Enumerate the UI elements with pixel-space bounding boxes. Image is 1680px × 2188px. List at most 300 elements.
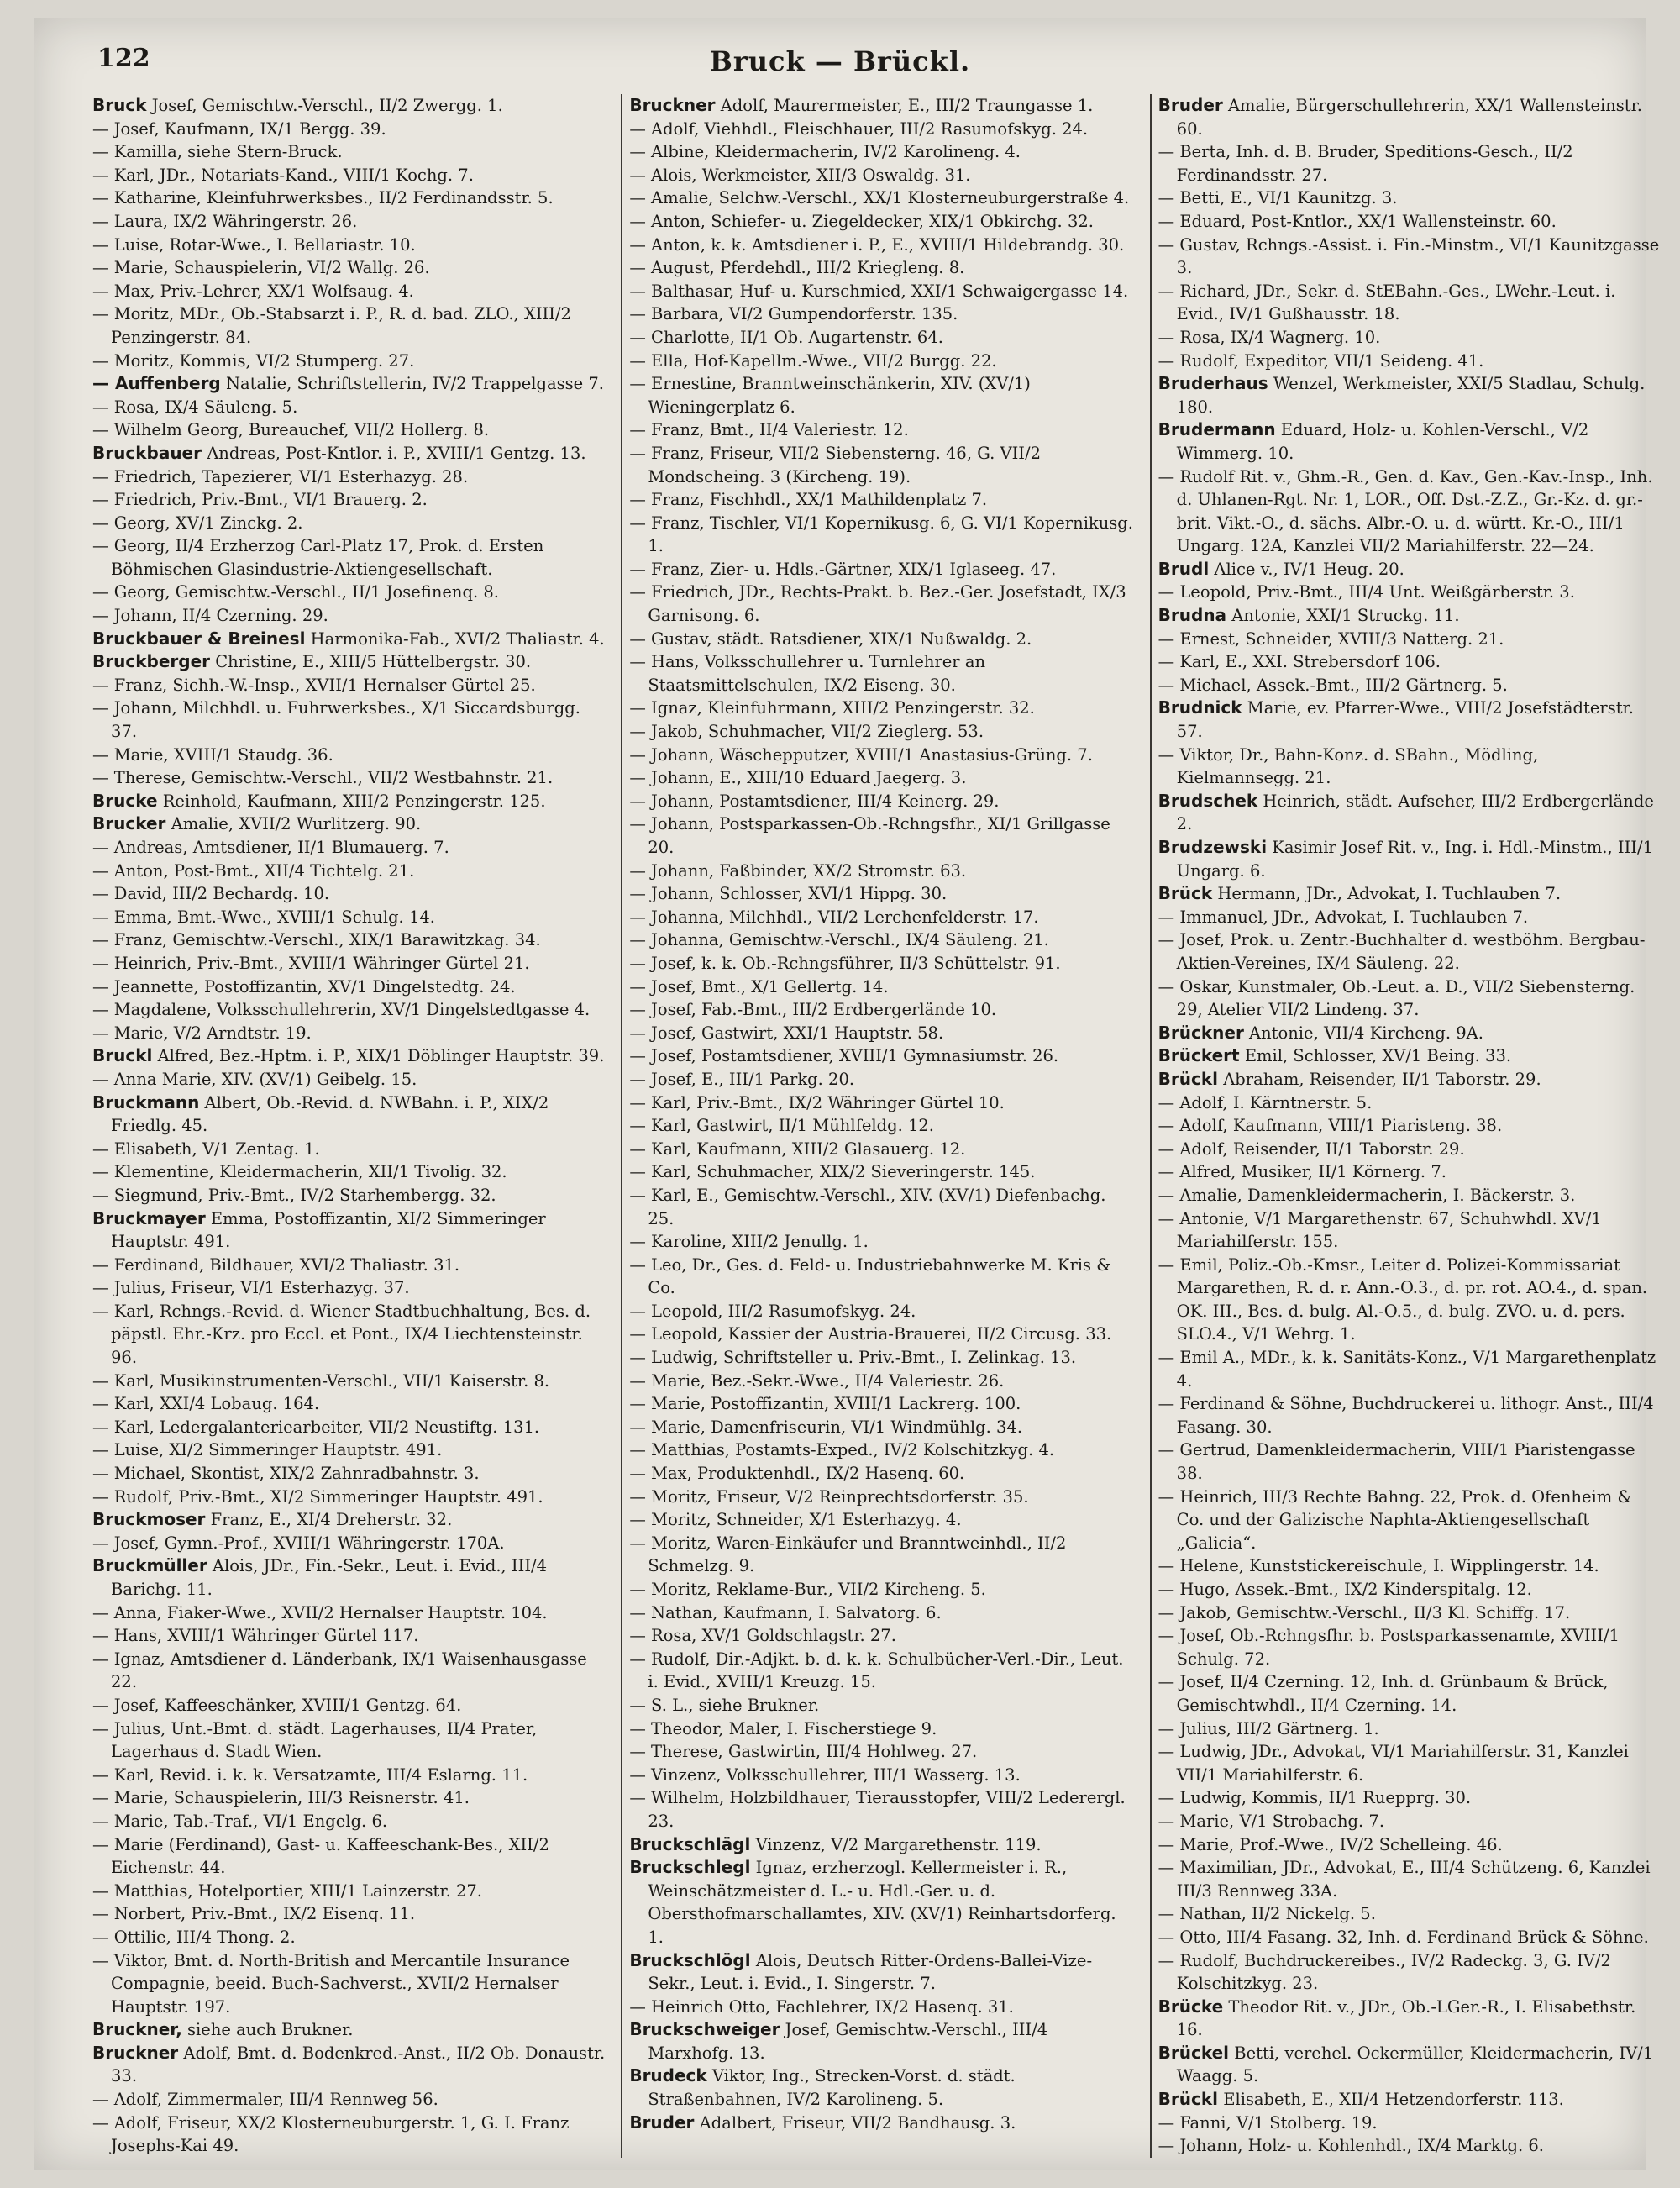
directory-entry — [92, 952, 606, 976]
entry-text: — Johann, Milchhdl. u. Fuhrwerksbes., X/1 Siccardsburgg. 37. — [92, 698, 580, 742]
entry-text: — Nathan, II/2 Nickelg. 5. — [1158, 1904, 1376, 1924]
entry-text: — S. L., siehe Brukner. — [629, 1695, 820, 1715]
entry-text: — Karl, E., Gemischtw.-Verschl., XIV. (XV/1) Diefenbachg. 25. — [629, 1185, 1106, 1228]
directory-entry — [92, 697, 606, 743]
entry-text: — Maximilian, JDr., Advokat, E., III/4 Schützeng. 6, Kanzlei III/3 Rennweg 33A. — [1158, 1858, 1651, 1901]
entry-surname: Bruckner, — [92, 2019, 182, 2040]
directory-entry — [92, 140, 606, 164]
directory-entry — [92, 1392, 606, 1416]
directory-entry — [1158, 1902, 1663, 1926]
entry-text: — Marie, Damenfriseurin, VI/1 Windmühlg. 34. — [629, 1417, 1023, 1437]
entry-text: Andreas, Post-Kntlor. i. P., XVIII/1 Gentzg. 13. — [207, 443, 586, 463]
entry-text: — Betti, E., VI/1 Kaunitzg. 3. — [1158, 188, 1398, 208]
entry-text: — Marie, Schauspielerin, III/3 Reisnerstr. 41. — [92, 1788, 470, 1808]
entry-surname: Bruckberger — [92, 651, 210, 672]
entry-text: — Alois, Werkmeister, XII/3 Oswaldg. 31. — [629, 165, 971, 185]
directory-entry — [92, 1624, 606, 1648]
entry-text: — Georg, Gemischtw.-Verschl., II/1 Josefinenq. 8. — [92, 582, 499, 602]
entry-text: — Norbert, Priv.-Bmt., IX/2 Eisenq. 11. — [92, 1904, 416, 1924]
entry-text: — Moritz, Reklame-Bur., VII/2 Kircheng. 5. — [629, 1580, 986, 1599]
entry-text: — Therese, Gastwirtin, III/4 Hohlweg. 27. — [629, 1742, 978, 1762]
directory-entry — [629, 976, 1134, 999]
directory-entry — [92, 418, 606, 442]
entry-text: — Emil, Poliz.-Ob.-Kmsr., Leiter d. Polizei-Kommissariat Margarethen, R. d. r. Ann.-O.3., d. pr. rot. AO.4., d. span. OK. III., Bes. d. bulg. Al.-O.5., d. bulg. ZVO. u. d. pers. SLO.4., V/1 Wehrg. 1. — [1158, 1254, 1648, 1344]
directory-entry — [629, 790, 1134, 813]
entry-surname: Bruder — [629, 2112, 695, 2133]
entry-text: — Rosa, IX/4 Säuleng. 5. — [92, 397, 298, 417]
directory-entry — [1158, 906, 1663, 929]
directory-entry — [1158, 326, 1663, 350]
entry-text: — Marie, XVIII/1 Staudg. 36. — [92, 744, 333, 765]
directory-entry — [629, 1138, 1134, 1161]
entry-text: Elisabeth, E., XII/4 Hetzendorferstr. 113. — [1223, 2090, 1564, 2110]
directory-entry — [629, 1486, 1134, 1509]
entry-surname: Brückl — [1158, 2089, 1219, 2110]
entry-text: — Josef, Gymn.-Prof., XVIII/1 Währingerstr. 170A. — [92, 1533, 505, 1553]
entry-text: — Anna Marie, XIV. (XV/1) Geibelg. 15. — [92, 1069, 417, 1089]
directory-entry — [92, 442, 606, 465]
directory-entry — [629, 234, 1134, 257]
entry-text: Antonie, VII/4 Kircheng. 9A. — [1249, 1023, 1483, 1043]
column-2 — [621, 94, 1134, 2158]
entry-surname: Bruderhaus — [1158, 373, 1268, 394]
entry-text: Alois, JDr., Fin.-Sekr., Leut. i. Evid., III/4 Barichg. 11. — [111, 1556, 548, 1599]
entry-text: — Matthias, Hotelportier, XIII/1 Lainzerstr. 27. — [92, 1880, 482, 1901]
directory-entry — [1158, 790, 1663, 836]
entry-text: — Marie, Postoffizantin, XVIII/1 Lackrerg. 100. — [629, 1394, 1021, 1414]
entry-text: — Ignaz, Amtsdiener d. Länderbank, IX/1 Waisenhausgasse 22. — [92, 1649, 587, 1692]
entry-text: — Gustav, städt. Ratsdiener, XIX/1 Nußwaldg. 2. — [629, 629, 1032, 649]
page-number: 122 — [97, 44, 150, 73]
directory-entry — [92, 2018, 606, 2042]
directory-entry — [92, 882, 606, 906]
entry-text: — Georg, XV/1 Zinckg. 2. — [92, 513, 303, 533]
entry-text: — Rosa, IX/4 Wagnerg. 10. — [1158, 327, 1381, 347]
directory-entry — [1158, 1068, 1663, 1091]
entry-surname: Brudeck — [629, 2065, 707, 2086]
entry-text: — Anton, Post-Bmt., XII/4 Tichtelg. 21. — [92, 860, 415, 881]
directory-entry — [92, 234, 606, 257]
entry-text: — Johann, Faßbinder, XX/2 Stromstr. 63. — [629, 860, 967, 881]
directory-entry — [1158, 1044, 1663, 1068]
directory-entry — [1158, 1392, 1663, 1439]
directory-entry — [1158, 581, 1663, 604]
entry-text: — Anton, Schiefer- u. Ziegeldecker, XIX/1 Obkirchg. 32. — [629, 211, 1094, 231]
directory-entry — [1158, 234, 1663, 280]
directory-entry — [1158, 1670, 1663, 1717]
entry-text: — Leopold, III/2 Rasumofskyg. 24. — [629, 1301, 916, 1321]
entry-text: — Josef, II/4 Czerning. 12, Inh. d. Grünbaum & Brück, Gemischtwhdl., II/4 Czerning. 14. — [1158, 1672, 1609, 1715]
entry-text: — Ferdinand, Bildhauer, XVI/2 Thaliastr. 31. — [92, 1254, 460, 1275]
directory-entry — [629, 1416, 1134, 1439]
directory-entry — [629, 1740, 1134, 1764]
entry-surname: Bruckmayer — [92, 1207, 206, 1228]
entry-text: Emma, Postoffizantin, XI/2 Simmeringer Hauptstr. 491. — [111, 1208, 546, 1252]
entry-text: — Heinrich, III/3 Rechte Bahng. 22, Prok. d. Ofenheim & Co. und der Galizische Naphta-Aktiengesellschaft „Galicia“. — [1158, 1486, 1632, 1553]
directory-page — [34, 18, 1660, 2170]
directory-entry — [92, 1044, 606, 1068]
directory-entry — [1158, 650, 1663, 674]
directory-entry — [629, 302, 1134, 326]
directory-entry — [1158, 697, 1663, 743]
directory-entry — [629, 1323, 1134, 1346]
directory-entry — [1158, 1786, 1663, 1810]
directory-entry — [92, 1648, 606, 1694]
directory-entry — [92, 581, 606, 604]
entry-text: — Max, Priv.-Lehrer, XX/1 Wolfsaug. 4. — [92, 281, 414, 301]
directory-entry — [92, 976, 606, 999]
entry-text: — Marie, Bez.-Sekr.-Wwe., II/4 Valeriestr. 26. — [629, 1370, 1005, 1391]
directory-entry — [92, 1532, 606, 1555]
directory-entry — [629, 280, 1134, 303]
directory-entry — [629, 2112, 1134, 2135]
directory-entry — [1158, 1717, 1663, 1741]
directory-entry — [1158, 1624, 1663, 1670]
directory-entry — [629, 1300, 1134, 1323]
entry-text: — Karl, Schuhmacher, XIX/2 Sieveringerstr. 145. — [629, 1162, 1036, 1182]
entry-text: — Viktor, Dr., Bahn-Konz. d. SBahn., Mödling, Kielmannsegg. 21. — [1158, 744, 1539, 788]
entry-text: — Immanuel, JDr., Advokat, I. Tuchlauben 7. — [1158, 907, 1529, 927]
directory-entry — [629, 998, 1134, 1022]
entry-text: Viktor, Ing., Strecken-Vorst. d. städt. Straßenbahnen, IV/2 Karolineng. 5. — [648, 2066, 1016, 2110]
entry-surname: Brück — [1158, 883, 1213, 904]
directory-entry — [1158, 210, 1663, 234]
entry-text: — Hugo, Assek.-Bmt., IX/2 Kinderspitalg. 12. — [1158, 1580, 1532, 1599]
directory-entry — [629, 1439, 1134, 1462]
directory-entry — [1158, 1833, 1663, 1857]
directory-entry — [92, 256, 606, 280]
entry-text: — Oskar, Kunstmaler, Ob.-Leut. a. D., VII/2 Siebensterng. 29, Atelier VII/2 Lindeng. 37. — [1158, 976, 1635, 1020]
directory-entry — [1158, 1949, 1663, 1996]
entry-text: siehe auch Brukner. — [187, 2020, 354, 2040]
directory-entry — [629, 442, 1134, 488]
entry-surname: Brucke — [92, 790, 158, 811]
directory-entry — [92, 2112, 606, 2158]
entry-text: — Adolf, Friseur, XX/2 Klosterneuburgerstr. 1, G. I. Franz Josephs-Kai 49. — [92, 2112, 570, 2156]
entry-text: — Helene, Kunststickereischule, I. Wipplingerstr. 14. — [1158, 1556, 1599, 1576]
entry-text: — Marie, Prof.-Wwe., IV/2 Schelleing. 46. — [1158, 1834, 1503, 1854]
directory-entry — [629, 860, 1134, 883]
entry-text: Alice v., IV/1 Heug. 20. — [1214, 559, 1404, 579]
directory-entry — [1158, 465, 1663, 558]
entry-text: — Max, Produktenhdl., IX/2 Hasenq. 60. — [629, 1464, 965, 1484]
entry-text: — Andreas, Amtsdiener, II/1 Blumauerg. 7. — [92, 838, 449, 857]
directory-entry — [1158, 1022, 1663, 1045]
entry-text: — Josef, Prok. u. Zentr.-Buchhalter d. westböhm. Bergbau-Aktien-Vereines, IX/4 Säuleng. 22. — [1158, 930, 1646, 973]
directory-entry — [629, 1392, 1134, 1416]
directory-entry — [1158, 1554, 1663, 1578]
directory-entry — [629, 256, 1134, 280]
entry-surname: Bruckschlegl — [629, 1857, 751, 1878]
directory-entry — [92, 998, 606, 1022]
directory-entry — [1158, 1810, 1663, 1833]
directory-entry — [629, 697, 1134, 720]
entry-text: — Karl, Revid. i. k. k. Versatzamte, III/4 Eslarng. 11. — [92, 1765, 528, 1785]
directory-entry — [92, 650, 606, 674]
directory-entry — [629, 512, 1134, 558]
entry-surname: Bruckschlägl — [629, 1833, 751, 1854]
directory-entry — [92, 1254, 606, 1277]
directory-entry — [629, 1949, 1134, 1996]
directory-entry — [92, 280, 606, 303]
entry-surname: Brucker — [92, 813, 166, 834]
entry-text: — Hans, Volksschullehrer u. Turnlehrer an Staatsmittelschulen, IX/2 Eiseng. 30. — [629, 652, 986, 695]
entry-text: — Josef, Ob.-Rchngsfhr. b. Postsparkassenamte, XVIII/1 Schulg. 72. — [1158, 1626, 1620, 1669]
entry-text: — Ottilie, III/4 Thong. 2. — [92, 1927, 296, 1947]
directory-entry — [92, 1833, 606, 1880]
directory-entry — [629, 766, 1134, 790]
entry-text: — Johann, II/4 Czerning. 29. — [92, 606, 328, 626]
directory-entry — [629, 1254, 1134, 1300]
entry-text: — Johann, Postsparkassen-Ob.-Rchngsfhr., XI/1 Grillgasse 20. — [629, 814, 1110, 857]
entry-text: — Jeannette, Postoffizantin, XV/1 Dingelstedtg. 24. — [92, 976, 516, 997]
entry-text: — Amalie, Damenkleidermacherin, I. Bäckerstr. 3. — [1158, 1185, 1576, 1205]
directory-entry — [1158, 2112, 1663, 2135]
directory-entry — [1158, 1346, 1663, 1392]
entry-text: — Laura, IX/2 Währingerstr. 26. — [92, 211, 358, 231]
entry-text: Amalie, Bürgerschullehrerin, XX/1 Wallensteinstr. 60. — [1176, 96, 1642, 139]
directory-entry — [1158, 1996, 1663, 2042]
entry-text: — Charlotte, II/1 Ob. Augartenstr. 64. — [629, 327, 943, 347]
directory-entry — [629, 558, 1134, 581]
directory-entry — [1158, 1184, 1663, 1207]
entry-text: — Franz, Friseur, VII/2 Siebensterng. 46, G. VII/2 Mondscheing. 3 (Kircheng. 19). — [629, 443, 1041, 487]
directory-entry — [1158, 94, 1663, 140]
entry-surname: Bruckbauer & Breinesl — [92, 628, 306, 649]
entry-surname: Bruckner — [92, 2042, 179, 2063]
directory-entry — [92, 1091, 606, 1138]
directory-entry — [1158, 628, 1663, 651]
entry-text: Kasimir Josef Rit. v., Ing. i. Hdl.-Minstm., III/1 Ungarg. 6. — [1176, 838, 1653, 881]
entry-text: Hermann, JDr., Advokat, I. Tuchlauben 7. — [1217, 884, 1562, 904]
directory-entry — [92, 1602, 606, 1625]
directory-entry — [1158, 1578, 1663, 1602]
entry-text: — Johann, Schlosser, XVI/1 Hippg. 30. — [629, 884, 948, 904]
entry-surname: Brudermann — [1158, 419, 1276, 440]
entry-text: — Franz, Sichh.-W.-Insp., XVII/1 Hernalser Gürtel 25. — [92, 675, 536, 695]
directory-entry — [92, 1300, 606, 1370]
directory-entry — [1158, 1926, 1663, 1949]
directory-entry — [1158, 1091, 1663, 1115]
entry-text: Adalbert, Friseur, VII/2 Bandhausg. 3. — [699, 2112, 1016, 2133]
entry-text: — Josef, Gastwirt, XXI/1 Hauptstr. 58. — [629, 1023, 944, 1043]
directory-entry — [92, 187, 606, 210]
entry-text: — Moritz, Waren-Einkäufer und Branntweinhdl., II/2 Schmelzg. 9. — [629, 1533, 1067, 1576]
entry-text: — Matthias, Postamts-Exped., IV/2 Kolschitzkyg. 4. — [629, 1440, 1055, 1460]
directory-entry — [92, 164, 606, 187]
entry-text: — Luise, Rotar-Wwe., I. Bellariastr. 10. — [92, 234, 416, 255]
directory-entry — [629, 140, 1134, 164]
directory-entry — [1158, 1439, 1663, 1485]
entry-text: — Gertrud, Damenkleidermacherin, VIII/1 Piaristengasse 38. — [1158, 1440, 1635, 1484]
directory-entry — [92, 813, 606, 836]
directory-entry — [629, 813, 1134, 859]
directory-entry — [92, 928, 606, 952]
entry-text: — Barbara, VI/2 Gumpendorferstr. 135. — [629, 304, 958, 324]
directory-entry — [92, 1022, 606, 1045]
directory-entry — [92, 604, 606, 628]
directory-entry — [92, 1764, 606, 1787]
entry-text: — Johann, E., XIII/10 Eduard Jaegerg. 3. — [629, 768, 967, 788]
entry-text: — Josef, k. k. Ob.-Rchngsführer, II/3 Schüttelstr. 91. — [629, 953, 1061, 973]
entry-text: — Richard, JDr., Sekr. d. StEBahn.-Ges., LWehr.-Leut. i. Evid., IV/1 Gußhausstr. 18. — [1158, 281, 1616, 324]
entry-text: — Marie, V/2 Arndtstr. 19. — [92, 1023, 312, 1043]
entry-text: — Siegmund, Priv.-Bmt., IV/2 Starhembergg. 32. — [92, 1185, 496, 1205]
entry-text: — Friedrich, Tapezierer, VI/1 Esterhazyg. 28. — [92, 466, 469, 487]
entry-text: — Eduard, Post-Kntlor., XX/1 Wallensteinstr. 60. — [1158, 211, 1557, 231]
directory-entry — [1158, 2134, 1663, 2158]
directory-entry — [1158, 604, 1663, 628]
entry-surname: Brückner — [1158, 1022, 1244, 1043]
entry-text: — Karl, Kaufmann, XIII/2 Glasauerg. 12. — [629, 1139, 966, 1159]
entry-text: — Anna, Fiaker-Wwe., XVII/2 Hernalser Hauptstr. 104. — [92, 1602, 548, 1623]
entry-text: — Franz, Bmt., II/4 Valeriestr. 12. — [629, 420, 909, 440]
entry-text: — Rudolf, Priv.-Bmt., XI/2 Simmeringer Hauptstr. 491. — [92, 1486, 543, 1507]
entry-text: — Franz, Zier- u. Hdls.-Gärtner, XIX/1 Iglaseeg. 47. — [629, 559, 1057, 579]
directory-entry — [92, 1880, 606, 1903]
directory-entry — [92, 1439, 606, 1462]
entry-text: — Julius, Unt.-Bmt. d. städt. Lagerhauses, II/4 Prater, Lagerhaus d. Stadt Wien. — [92, 1718, 538, 1762]
entry-text: — Viktor, Bmt. d. North-British and Mercantile Insurance Compagnie, beeid. Buch-Sachverst., XVII/2 Hernalser Hauptstr. 197. — [92, 1950, 570, 2017]
entry-text: Harmonika-Fab., XVI/2 Thaliastr. 4. — [310, 629, 605, 649]
entry-surname: Bruckbauer — [92, 442, 202, 463]
entry-text: — Rudolf Rit. v., Ghm.-R., Gen. d. Kav., Gen.-Kav.-Insp., Inh. d. Uhlanen-Rgt. Nr. 1, LOR., Off. Dst.-Z.Z., Gr.-Kz. d. gr.-brit. Vikt.-O., d. sächs. Albr.-O. u. d. württ. Kr.-O., III/1 Ungarg. 12A, Kanzlei VII/2 Mariahilferstr. 22—24. — [1158, 466, 1653, 556]
directory-entry — [629, 2064, 1134, 2111]
directory-entry — [92, 1207, 606, 1254]
entry-text: — Luise, XI/2 Simmeringer Hauptstr. 491. — [92, 1440, 443, 1460]
entry-text: — Theodor, Maler, I. Fischerstiege 9. — [629, 1718, 937, 1738]
directory-entry — [629, 928, 1134, 952]
entry-text: — Georg, II/4 Erzherzog Carl-Platz 17, Prok. d. Ersten Böhmischen Glasindustrie-Aktiengesellschaft. — [92, 536, 544, 579]
directory-entry — [1158, 1207, 1663, 1254]
entry-text: — Johanna, Milchhdl., VII/2 Lerchenfelderstr. 17. — [629, 907, 1039, 927]
directory-entry — [629, 1508, 1134, 1532]
entry-text: — Otto, III/4 Fasang. 32, Inh. d. Ferdinand Brück & Söhne. — [1158, 1927, 1649, 1947]
directory-entry — [92, 2088, 606, 2112]
entry-text: — Moritz, Kommis, VI/2 Stumperg. 27. — [92, 350, 415, 371]
entry-surname: Bruck — [92, 95, 147, 115]
entry-text: — Rosa, XV/1 Goldschlagstr. 27. — [629, 1626, 896, 1646]
entry-text: — David, III/2 Bechardg. 10. — [92, 884, 330, 904]
entry-text: — Ludwig, Schriftsteller u. Priv.-Bmt., I. Zelinkag. 13. — [629, 1348, 1077, 1368]
directory-entry — [629, 1370, 1134, 1393]
directory-entry — [629, 1764, 1134, 1787]
entry-surname: Bruckl — [92, 1045, 153, 1066]
entry-surname: Brückert — [1158, 1045, 1240, 1066]
directory-entry — [92, 1486, 606, 1509]
directory-entry — [92, 790, 606, 813]
entry-text: — Josef, Kaufmann, IX/1 Bergg. 39. — [92, 118, 386, 139]
entry-text: — Rudolf, Expeditor, VII/1 Seideng. 41. — [1158, 350, 1484, 371]
entry-surname: Bruckmoser — [92, 1509, 206, 1530]
directory-entry — [629, 1602, 1134, 1625]
directory-entry — [92, 906, 606, 929]
entry-text: — Jakob, Gemischtw.-Verschl., II/3 Kl. Schiffg. 17. — [1158, 1602, 1571, 1623]
directory-entry — [92, 1462, 606, 1486]
entry-text: — Albine, Kleidermacherin, IV/2 Karolineng. 4. — [629, 142, 1021, 162]
directory-entry — [92, 1694, 606, 1717]
directory-entry — [92, 1554, 606, 1601]
directory-entry — [629, 94, 1134, 118]
entry-surname: Brückel — [1158, 2042, 1230, 2063]
directory-entry — [92, 860, 606, 883]
directory-entry — [1158, 674, 1663, 697]
entry-text: — Friedrich, Priv.-Bmt., VI/1 Brauerg. 2. — [92, 490, 428, 510]
directory-entry — [1158, 2088, 1663, 2112]
directory-entry — [92, 350, 606, 373]
directory-entry — [92, 1160, 606, 1184]
entry-text: Josef, Gemischtw.-Verschl., III/4 Marxhofg. 13. — [648, 2020, 1048, 2063]
directory-entry — [629, 628, 1134, 651]
entry-text: Betti, verehel. Ockermüller, Kleidermacherin, IV/1 Waagg. 5. — [1176, 2043, 1654, 2086]
entry-text: — Julius, Friseur, VI/1 Esterhazyg. 37. — [92, 1278, 410, 1298]
entry-text: — Franz, Tischler, VI/1 Kopernikusg. 6, G. VI/1 Kopernikusg. 1. — [629, 513, 1133, 556]
entry-text: — Ernest, Schneider, XVIII/3 Natterg. 21. — [1158, 629, 1504, 649]
entry-text: — Karoline, XIII/2 Jenullg. 1. — [629, 1232, 869, 1252]
directory-entry — [92, 836, 606, 860]
entry-text: Antonie, XXI/1 Struckg. 11. — [1231, 606, 1460, 626]
entry-text: Amalie, XVII/2 Wurlitzerg. 90. — [171, 814, 422, 834]
entry-text: — Therese, Gemischtw.-Verschl., VII/2 Westbahnstr. 21. — [92, 768, 554, 788]
entry-text: — Vinzenz, Volksschullehrer, III/1 Wasserg. 13. — [629, 1765, 1021, 1785]
entry-text: — Jakob, Schuhmacher, VII/2 Zieglerg. 53. — [629, 722, 984, 742]
entry-text: — Wilhelm, Holzbildhauer, Tierausstopfer, VIII/2 Lederergl. 23. — [629, 1788, 1126, 1831]
directory-entry — [629, 187, 1134, 210]
directory-entry — [92, 1184, 606, 1207]
directory-entry — [92, 1276, 606, 1300]
entry-text: — Adolf, Zimmermaler, III/4 Rennweg 56. — [92, 2090, 438, 2110]
entry-surname: Bruckschweiger — [629, 2019, 780, 2040]
entry-text: — Leo, Dr., Ges. d. Feld- u. Industriebahnwerke M. Kris & Co. — [629, 1254, 1111, 1298]
directory-entry — [92, 1068, 606, 1091]
entry-text: Theodor Rit. v., JDr., Ob.-LGer.-R., I. Elisabethstr. 16. — [1176, 1996, 1636, 2040]
entry-text: — Antonie, V/1 Margarethenstr. 67, Schuhwhdl. XV/1 Mariahilferstr. 155. — [1158, 1208, 1602, 1252]
entry-surname: Bruckner — [629, 95, 716, 115]
entry-text: — Johanna, Gemischtw.-Verschl., IX/4 Säuleng. 21. — [629, 930, 1049, 950]
directory-entry — [629, 1160, 1134, 1184]
directory-entry — [1158, 350, 1663, 373]
directory-entry — [629, 744, 1134, 767]
directory-entry — [1158, 1602, 1663, 1625]
directory-entry — [629, 1624, 1134, 1648]
entry-text: — Marie, Tab.-Traf., VI/1 Engelg. 6. — [92, 1811, 388, 1831]
entry-text: — Amalie, Selchw.-Verschl., XX/1 Klosterneuburgerstraße 4. — [629, 188, 1130, 208]
entry-text: — Adolf, Reisender, II/1 Taborstr. 29. — [1158, 1139, 1465, 1159]
directory-entry — [629, 1532, 1134, 1578]
directory-entry — [629, 1044, 1134, 1068]
entry-text: — Moritz, Friseur, V/2 Reinprechtsdorferstr. 35. — [629, 1486, 1029, 1507]
entry-surname: Bruckmann — [92, 1091, 200, 1112]
entry-text: — Nathan, Kaufmann, I. Salvatorg. 6. — [629, 1602, 942, 1623]
directory-entry — [629, 1462, 1134, 1486]
entry-surname: Bruckmüller — [92, 1555, 207, 1576]
entry-surname: Brudl — [1158, 558, 1210, 579]
entry-text: — Adolf, Viehhdl., Fleischhauer, III/2 Rasumofskyg. 24. — [629, 118, 1089, 139]
entry-text: Alois, Deutsch Ritter-Ordens-Ballei-Vize-Sekr., Leut. i. Evid., I. Singerstr. 7. — [648, 1950, 1093, 1994]
directory-entry — [92, 1416, 606, 1439]
directory-entry — [92, 2042, 606, 2088]
directory-entry — [629, 1648, 1134, 1694]
directory-entry — [629, 1717, 1134, 1741]
entry-text: Franz, E., XI/4 Dreherstr. 32. — [210, 1510, 453, 1530]
entry-surname: Brudnick — [1158, 697, 1242, 718]
directory-entry — [629, 906, 1134, 929]
directory-entry — [1158, 1486, 1663, 1555]
directory-entry — [1158, 1740, 1663, 1786]
directory-entry — [92, 766, 606, 790]
entry-text: — Michael, Skontist, XIX/2 Zahnradbahnstr. 3. — [92, 1464, 480, 1484]
entry-text: — Alfred, Musiker, II/1 Körnerg. 7. — [1158, 1162, 1446, 1182]
